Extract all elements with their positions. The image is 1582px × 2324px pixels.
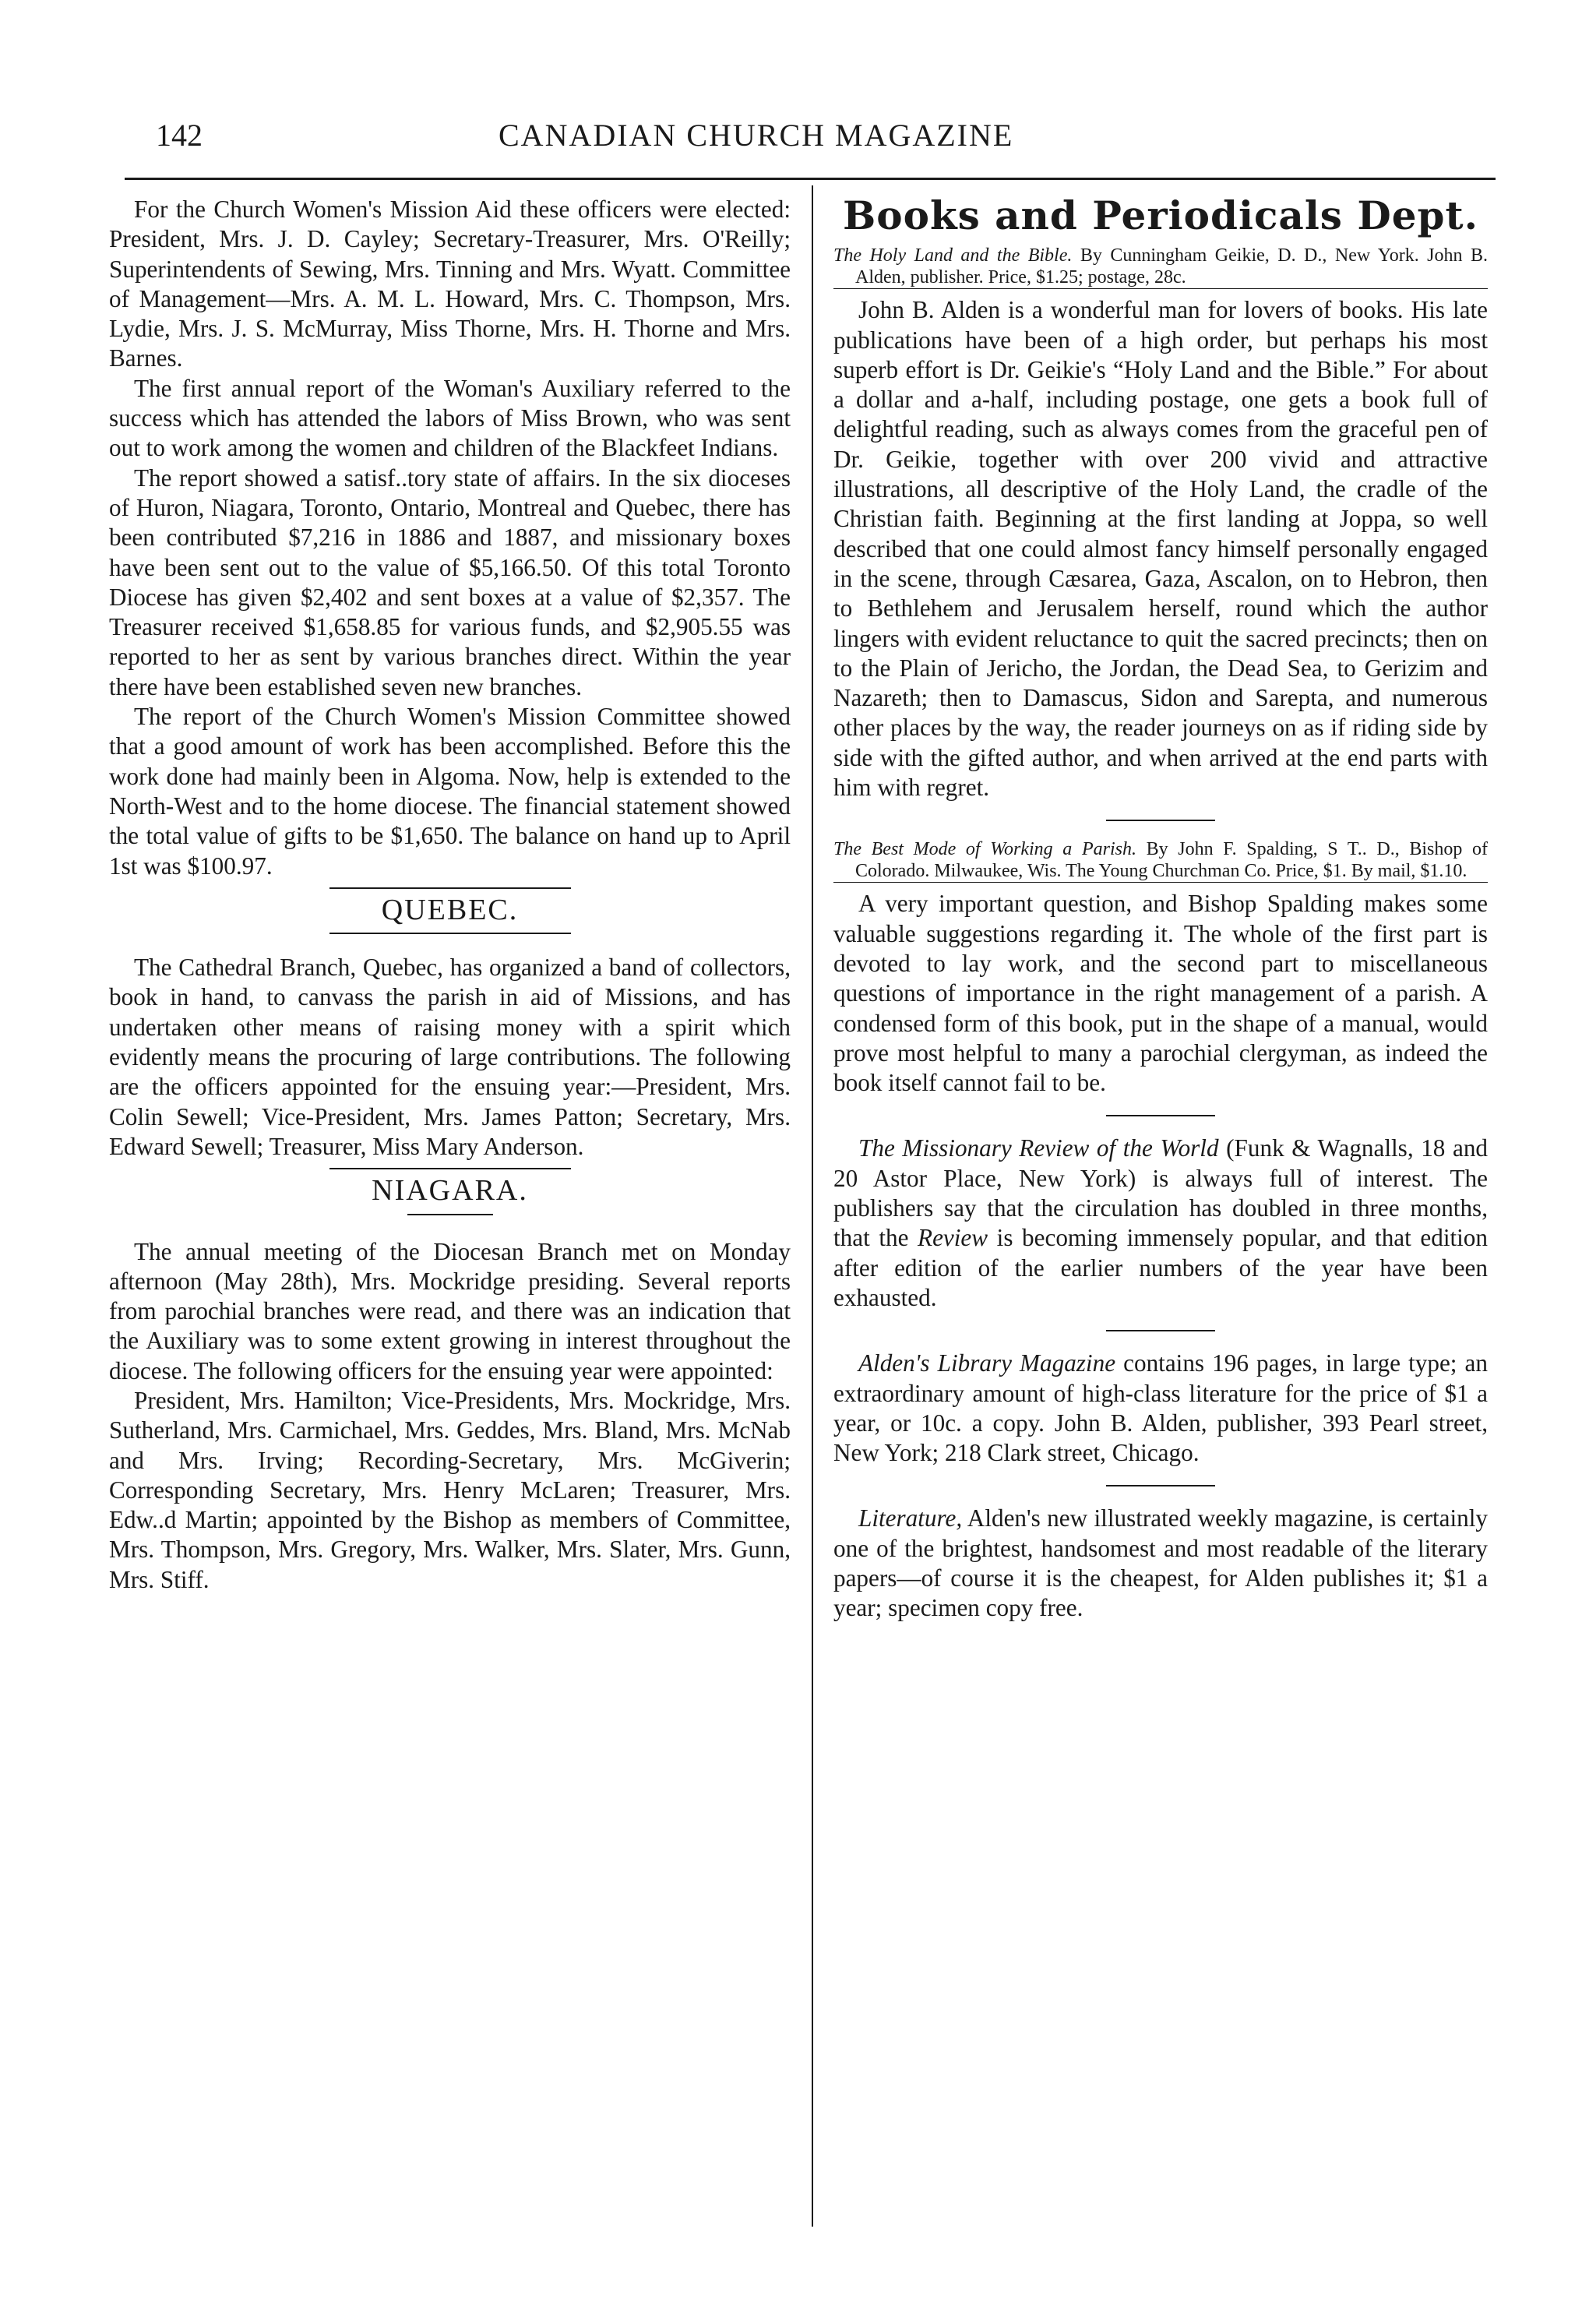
niagara-heading: NIAGARA. <box>372 1174 528 1208</box>
page-number: 142 <box>156 118 203 153</box>
paragraph-mission-aid-officers: For the Church Women's Mission Aid these officers were elected: President, Mrs. J. D. Cayley; Secretary-Treasurer, Mrs. O'Reilly; Superintendents of Sewing, Mrs. Tinning and Mrs. Wyatt. Committee of Management—Mrs. A. M. L. Howard, Mrs. C. Thompson, Mrs. Lydie, Mrs. J. S. McMurray, Miss Thorne, Mrs. H. Thorne and Mrs. Barnes. <box>109 196 791 372</box>
review-aldens-library <box>833 1349 1488 1468</box>
column-divider <box>812 185 813 2227</box>
citation-rule <box>833 288 1488 289</box>
section-rule <box>1106 1330 1215 1331</box>
section-rule <box>329 1168 571 1169</box>
book-details: By John F. Spalding, S T.. D., Bishop of Colorado. Milwaukee, Wis. The Young Churchman Co. Price, $1. By mail, $1.10. <box>855 839 1488 882</box>
magazine-text: Alden's new illustrated weekly magazine, is certainly one of the brightest, handsomest and most readable of the literary papers—of course it is the cheapest, for Alden publishes it; $1 a year; specimen copy free. <box>833 1504 1488 1622</box>
paragraph-niagara-meeting: The annual meeting of the Diocesan Branch met on Monday afternoon (May 28th), Mrs. Mockridge presiding. Several reports from parochial branches were read, and there was an indication that the Auxiliary was to some extent growing in interest throughout the diocese. The following officers for the ensuing year were appointed: <box>109 1237 791 1384</box>
paragraph-quebec: The Cathedral Branch, Quebec, has organized a band of collectors, book in hand, to canvass the parish in aid of Missions, and has undertaken other means of raising money with a spirit which evidently means the procuring of large contributions. The following are the officers appointed for the ensuing year:—President, Mrs. Colin Sewell; Vice-President, Mrs. James Patton; Secretary, Mrs. Edward Sewell; Treasurer, Miss Mary Anderson. <box>109 954 791 1160</box>
magazine-title: Literature, <box>858 1504 963 1532</box>
right-column <box>833 192 1489 1624</box>
book-citation-holy-land <box>833 245 1488 288</box>
magazine-title: Alden's Library Magazine <box>858 1349 1116 1377</box>
section-rule <box>1106 1115 1215 1116</box>
magazine-text: (Funk & Wagnalls, 18 and 20 Astor Place, New York) is always full of interest. The publishers say that the circulation has doubled in three months, that the <box>833 1134 1489 1252</box>
paragraph-niagara-officers: President, Mrs. Hamilton; Vice-Presidents, Mrs. Mockridge, Mrs. Sutherland, Mrs. Carmichael, Mrs. Geddes, Mrs. Bland, Mrs. McNab and Mrs. Irving; Recording-Secretary, Mrs. McGiverin; Corresponding Secretary, Mrs. Henry McLaren; Treasurer, Mrs. Edw..d Martin; appointed by the Bishop as members of Committee, Mrs. Thompson, Mrs. Gregory, Mrs. Walker, Mrs. Slater, Mrs. Gunn, Mrs. Stiff. <box>109 1386 791 1593</box>
book-title: The Best Mode of Working a Parish. <box>833 839 1136 860</box>
magazine-text-continued: is becoming immensely popular, and that edition after edition of the earlier numbers of the year have been exhausted. <box>833 1224 1488 1311</box>
quebec-heading: QUEBEC. <box>381 893 519 926</box>
magazine-title: The Missionary Review of the World <box>858 1134 1219 1162</box>
citation-rule <box>833 882 1488 883</box>
review-best-mode: A very important question, and Bishop Spalding makes some valuable suggestions regarding it. The whole of the first part is devoted to lay work, and the second part to miscellaneous questions of importance in the right management of a parish. A condensed form of this book, put in the shape of a manual, would prove most helpful to many a parochial clergyman, as indeed the book itself cannot fail to be. <box>833 890 1488 1097</box>
paragraph-mission-committee-report: The report of the Church Women's Mission Committee showed that a good amount of work has been accomplished. Before this the work done had mainly been in Algoma. Now, help is extended to the North-West and to the home diocese. The financial statement showed the total value of gifts to be $1,650. The balance on hand up to April 1st was $100.97. <box>109 703 791 880</box>
running-title: CANADIAN CHURCH MAGAZINE <box>499 118 1014 153</box>
review-literature <box>833 1504 1488 1623</box>
left-column <box>109 195 791 1595</box>
header-rule <box>125 178 1496 180</box>
paragraph-report-contributions: The report showed a satisf..tory state of affairs. In the six dioceses of Huron, Niagara, Toronto, Ontario, Montreal and Quebec, there has been contributed $7,216 in 1886 and 1887, and missionary boxes have been sent out to the value of $5,166.50. Of this total Toronto Diocese has given $2,402 and sent boxes at a value of $2,357. The Treasurer received $1,658.85 for various funds, and $2,905.55 was reported to her as sent by various branches direct. Within the year there have been established seven new branches. <box>109 464 791 700</box>
book-citation-best-mode <box>833 838 1488 882</box>
books-periodicals-heading: Books and Periodicals Dept. <box>842 192 1478 238</box>
section-rule <box>1106 820 1215 821</box>
review-holy-land: John B. Alden is a wonderful man for lovers of books. His late publications have been of a high order, but perhaps his most superb effort is Dr. Geikie's “Holy Land and the Bible.” For about a dollar and a-half, including postage, one gets a book full of delightful reading, such as always comes from the graceful pen of Dr. Geikie, together with over 200 vivid and attractive illustrations, all descriptive of the Holy Land, the cradle of the Christian faith. Beginning at the first landing at Joppa, so well described that one could almost fancy himself personally engaged in the scene, through Cæsarea, Gaza, Ascalon, on to Hebron, then to Bethlehem and Jerusalem herself, round which the author lingers with evident reluctance to quit the sacred precincts; then on to the Plain of Jericho, the Jordan, the Dead Sea, to Gerizim and Nazareth; then to Damascus, Sidon and Sarepta, and numerous other places by the way, the reader journeys on as if riding side by side with the gifted author, and when arrived at the end parts with him with regret. <box>833 296 1488 802</box>
section-rule <box>329 933 571 934</box>
section-rule <box>1106 1485 1215 1486</box>
review-missionary-review <box>833 1134 1488 1313</box>
book-title: The Holy Land and the Bible. <box>833 245 1073 266</box>
book-details: By Cunningham Geikie, D. D., New York. John B. Alden, publisher. Price, $1.25; postage, 28c. <box>855 245 1488 288</box>
magazine-text: contains 196 pages, in large type; an extraordinary amount of high-class literature for the price of $1 a year, or 10c. a copy. John B. Alden, publisher, 393 Pearl street, New York; 218 Clark street, Chicago. <box>833 1349 1488 1467</box>
section-rule <box>407 1214 493 1215</box>
paragraph-womans-auxiliary-report: The first annual report of the Woman's Auxiliary referred to the success which has attended the labors of Miss Brown, who was sent out to work among the women and children of the Blackfeet Indians. <box>109 374 791 462</box>
section-rule <box>329 887 571 889</box>
magazine-title-review: Review <box>918 1224 988 1252</box>
